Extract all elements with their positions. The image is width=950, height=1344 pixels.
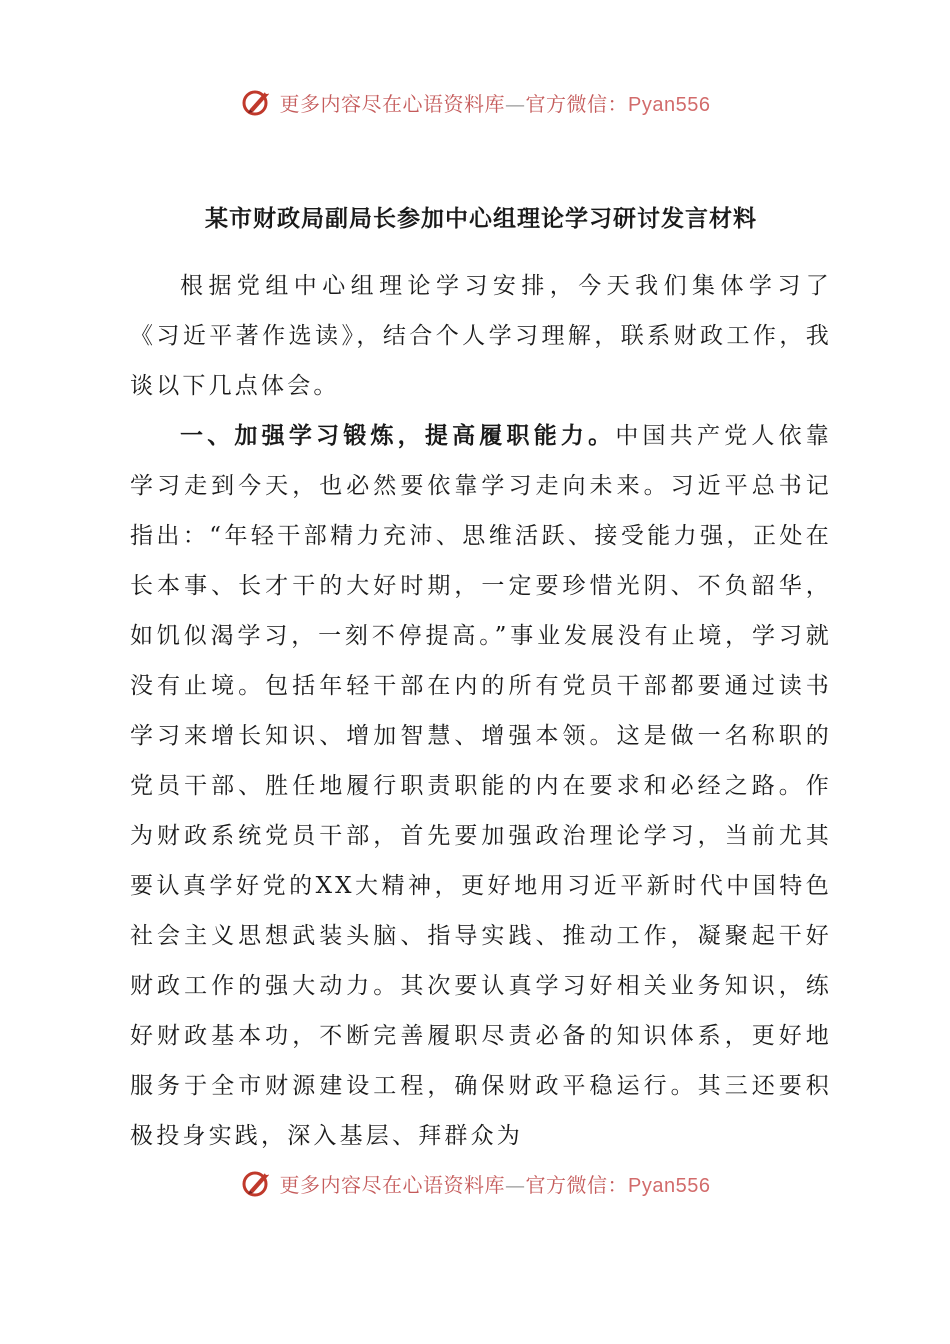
pen-logo-icon	[240, 1166, 274, 1200]
footer-watermark	[0, 1163, 950, 1203]
pen-logo-icon	[240, 85, 274, 119]
watermark-text: 更多内容尽在心语资料库—官方微信：Pyan556	[279, 91, 711, 116]
section-1-paragraph	[130, 411, 832, 1161]
intro-paragraph: 根据党组中心组理论学习安排，今天我们集体学习了《习近平著作选读》，结合个人学习理解，联系财政工作，我谈以下几点体会。	[130, 273, 832, 399]
watermark-text: 更多内容尽在心语资料库—官方微信：Pyan556	[279, 1172, 711, 1197]
document-title: 某市财政局副局长参加中心组理论学习研讨发言材料	[205, 205, 757, 232]
section-1-body: 中国共产党人依靠学习走到今天，也必然要依靠学习走向未来。习近平总书记指出：“年轻干部精力充沛、思维活跃、接受能力强，正处在长本事、长才干的大好时期，一定要珍惜光阴、不负韶华，如饥似渴学习，一刻不停提高。”事业发展没有止境，学习就没有止境。包括年轻干部在内的所有党员干部都要通过读书学习来增长知识、增加智慧、增强本领。这是做一名称职的党员干部、胜任地履行职责职能的内在要求和必经之路。作为财政系统党员干部，首先要加强政治理论学习，当前尤其要认真学好党的XX大精神，更好地用习近平新时代中国特色社会主义思想武装头脑、指导实践、推动工作，凝聚起干好财政工作的强大动力。其次要认真学习好相关业务知识，练好财政基本功，不断完善履职尽责必备的知识体系，更好地服务于全市财源建设工程，确保财政平稳运行。其三还要积极投身实践，深入基层、拜群众为	[130, 423, 833, 1149]
document-body	[130, 200, 832, 1161]
header-watermark	[0, 82, 950, 122]
section-1-heading: 一、加强学习锻炼，提高履职能力。	[180, 422, 616, 449]
